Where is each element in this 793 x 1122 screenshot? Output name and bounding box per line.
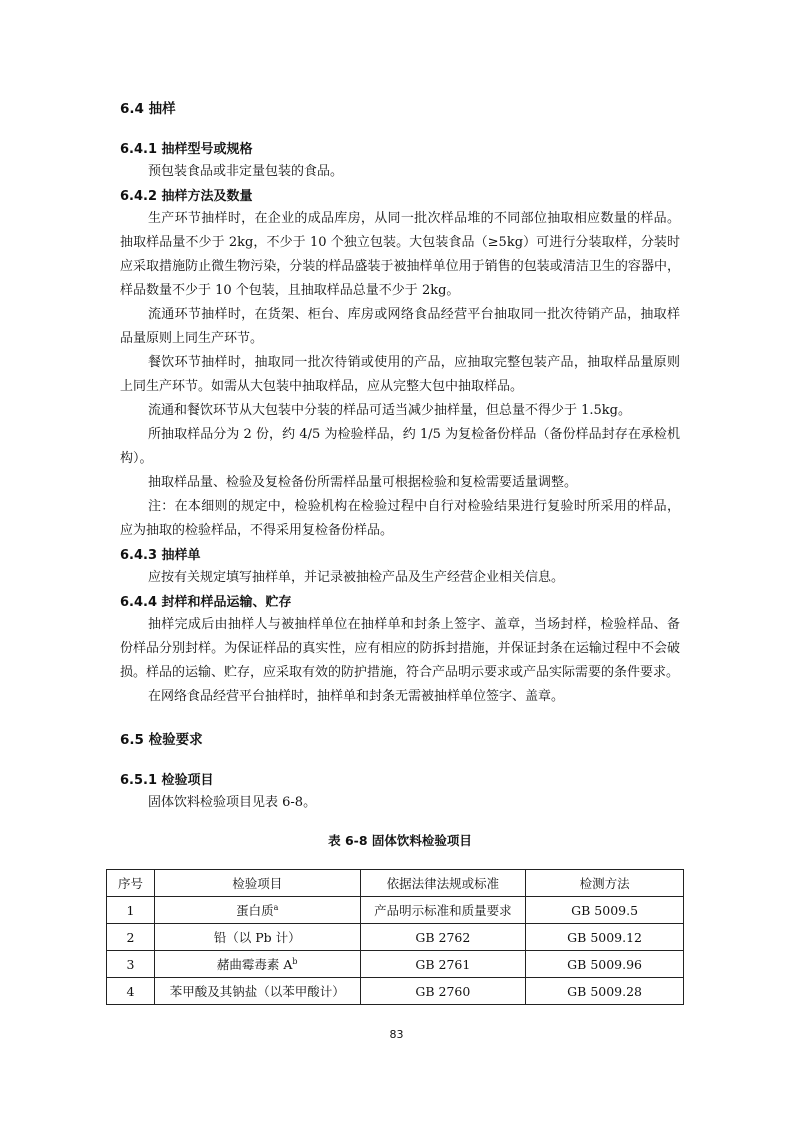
basis-cell: GB 2761	[360, 951, 526, 978]
header-cell: 检测方法	[526, 870, 684, 897]
paragraph: 抽样完成后由抽样人与被抽样单位在抽样单和封条上签字、盖章，当场封样，检验样品、备份样品分别封样。为保证样品的真实性，应有相应的防拆封措施，并保证封条在运输过程中不会破损。样品的运输、贮存，应采取有效的防护措施，符合产品明示要求或产品实际需要的条件要求。	[120, 617, 680, 680]
paragraph: 在网络食品经营平台抽样时，抽样单和封条无需被抽样单位签字、盖章。	[148, 689, 565, 704]
item-name: 赭曲霉毒素 A	[216, 957, 293, 972]
method-cell: GB 5009.28	[526, 978, 684, 1005]
basis-cell: GB 2762	[360, 924, 526, 951]
paragraph: 流通和餐饮环节从大包装中分装的样品可适当减少抽样量，但总量不得少于 1.5kg。	[148, 403, 632, 418]
paragraph: 所抽取样品分为 2 份，约 4/5 为检验样品，约 1/5 为复检备份样品（备份样品封存在承检机构）。	[120, 427, 680, 466]
section-6-4-2-title: 6.4.2 抽样方法及数量	[120, 189, 253, 204]
header-cell: 检验项目	[154, 870, 360, 897]
section-6-5-title: 6.5 检验要求	[120, 732, 203, 748]
table-row	[107, 897, 684, 924]
footnote-mark: a	[273, 902, 279, 912]
table-caption: 表 6-8 固体饮料检验项目	[328, 833, 472, 848]
header-cell: 序号	[107, 870, 155, 897]
section-6-5-1-title: 6.5.1 检验项目	[120, 773, 214, 788]
item-cell	[154, 897, 360, 924]
table-row	[107, 951, 684, 978]
row-number: 3	[107, 951, 155, 978]
item-cell	[154, 951, 360, 978]
paragraph: 抽取样品量、检验及复检备份所需样品量可根据检验和复检需要适量调整。	[148, 475, 578, 490]
item-name: 苯甲酸及其钠盐（以苯甲酸计）	[169, 984, 345, 999]
table-row	[107, 978, 684, 1005]
section-6-4-3-title: 6.4.3 抽样单	[120, 548, 201, 563]
document-body	[120, 99, 680, 861]
paragraph: 餐饮环节抽样时，抽取同一批次待销或使用的产品，应抽取完整包装产品，抽取样品量原则上同生产环节。如需从大包装中抽取样品，应从完整大包中抽取样品。	[120, 355, 680, 394]
item-cell	[154, 978, 360, 1005]
section-6-4-title: 6.4 抽样	[120, 101, 176, 117]
footnote-mark: b	[292, 956, 298, 966]
row-number: 2	[107, 924, 155, 951]
method-cell: GB 5009.96	[526, 951, 684, 978]
table-header-row	[107, 870, 684, 897]
row-number: 1	[107, 897, 155, 924]
paragraph: 注：在本细则的规定中，检验机构在检验过程中自行对检验结果进行复验时所采用的样品，应为抽取的检验样品，不得采用复检备份样品。	[120, 499, 680, 538]
row-number: 4	[107, 978, 155, 1005]
item-cell	[154, 924, 360, 951]
table-row	[107, 924, 684, 951]
method-cell: GB 5009.5	[526, 897, 684, 924]
header-cell: 依据法律法规或标准	[360, 870, 526, 897]
paragraph: 流通环节抽样时，在货架、柜台、库房或网络食品经营平台抽取同一批次待销产品，抽取样品量原则上同生产环节。	[120, 307, 680, 346]
page-number: 83	[389, 1028, 404, 1041]
paragraph: 预包装食品或非定量包装的食品。	[148, 164, 344, 179]
item-name: 铅（以 Pb 计）	[213, 930, 301, 945]
basis-cell: GB 2760	[360, 978, 526, 1005]
paragraph: 生产环节抽样时，在企业的成品库房，从同一批次样品堆的不同部位抽取相应数量的样品。抽取样品量不少于 2kg，不少于 10 个独立包装。大包装食品（≥5kg）可进行分装取样，分装时应采取措施防止微生物污染，分装的样品盛装于被抽样单位用于销售的包装或清洁卫生的容器中，样品数量不少于 10 个包装，且抽取样品总量不少于 2kg。	[120, 211, 680, 298]
basis-cell: 产品明示标准和质量要求	[360, 897, 526, 924]
section-6-4-4-title: 6.4.4 封样和样品运输、贮存	[120, 595, 292, 610]
method-cell: GB 5009.12	[526, 924, 684, 951]
section-6-4-1-title: 6.4.1 抽样型号或规格	[120, 142, 253, 157]
paragraph: 固体饮料检验项目见表 6-8。	[148, 795, 317, 810]
inspection-items-table	[106, 869, 684, 1005]
item-name: 蛋白质	[236, 903, 274, 918]
paragraph: 应按有关规定填写抽样单，并记录被抽检产品及生产经营企业相关信息。	[148, 570, 565, 585]
